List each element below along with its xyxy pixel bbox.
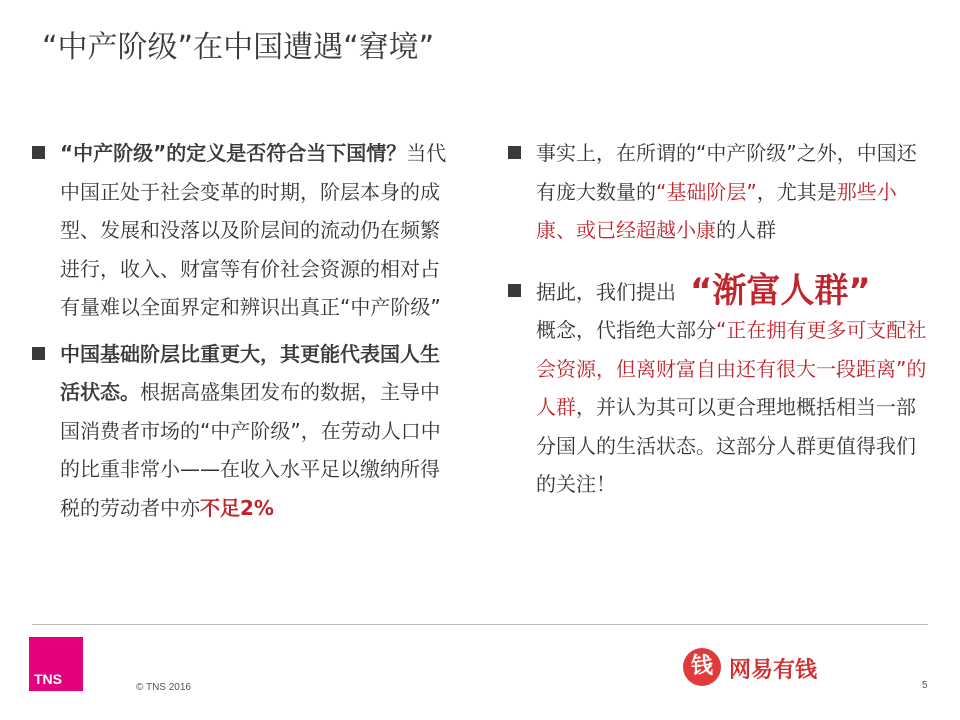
tns-logo-text: TNS: [34, 671, 62, 687]
tns-logo: [29, 637, 83, 691]
highlight-basic-class: “基础阶层”: [656, 179, 757, 204]
bullet-heading: “中产阶级”的定义是否符合当下国情？: [60, 141, 407, 165]
bullet-basic-class: [32, 335, 450, 528]
copyright-text: © TNS 2016: [136, 682, 191, 693]
text-segment: 的人群: [716, 218, 776, 242]
footer-divider: [32, 624, 928, 625]
text-segment: ，尤其是: [756, 179, 837, 204]
square-bullet-icon: [32, 347, 45, 360]
bullet-body: 当代中国正处于社会变革的时期，阶层本身的成型、发展和没落以及阶层间的流动仍在频繁进行，收入、财富等有价社会资源的相对占有量难以全面界定和辨识出真正“中产阶级”: [60, 141, 447, 319]
text-segment: 概念，代指绝大部分: [536, 318, 716, 342]
highlight-stat: 不足2%: [200, 495, 274, 520]
bullet-heading: 中国基础阶层比重更大，其更能代表国人生活状态。: [60, 341, 440, 404]
bullet-definition: [32, 134, 450, 327]
highlight-xiaokang: 那些小康、或已经超越小康: [536, 179, 897, 242]
brand-name: 网易有钱: [729, 658, 818, 683]
page-number: 5: [922, 680, 928, 691]
text-segment: 事实上，在所谓的“中产阶级”之外，中国还有庞大数量的: [536, 141, 917, 204]
text-segment: 据此，我们提出: [536, 279, 676, 304]
coin-icon: 钱: [683, 648, 721, 686]
bullet-proposal: [508, 272, 928, 504]
text-segment: ，并认为其可以更合理地概括相当一部分国人的生活状态。这部分人群更值得我们的关注！: [536, 395, 916, 496]
square-bullet-icon: [32, 146, 45, 159]
concept-definition: “正在拥有更多可支配社会资源，但离财富自由还有很大一段距离”的人群: [536, 318, 927, 419]
key-concept: “渐富人群”: [690, 270, 871, 311]
slide-title: “中产阶级”在中国遭遇“窘境”: [42, 30, 435, 65]
bullet-fact: [508, 134, 928, 250]
square-bullet-icon: [508, 284, 521, 297]
right-column: [508, 134, 928, 504]
bullet-body: 根据高盛集团发布的数据，主导中国消费者市场的“中产阶级”，在劳动人口中的比重非常小——在收入水平足以缴纳所得税的劳动者中亦: [60, 380, 441, 520]
square-bullet-icon: [508, 146, 521, 159]
left-column: [32, 134, 450, 527]
